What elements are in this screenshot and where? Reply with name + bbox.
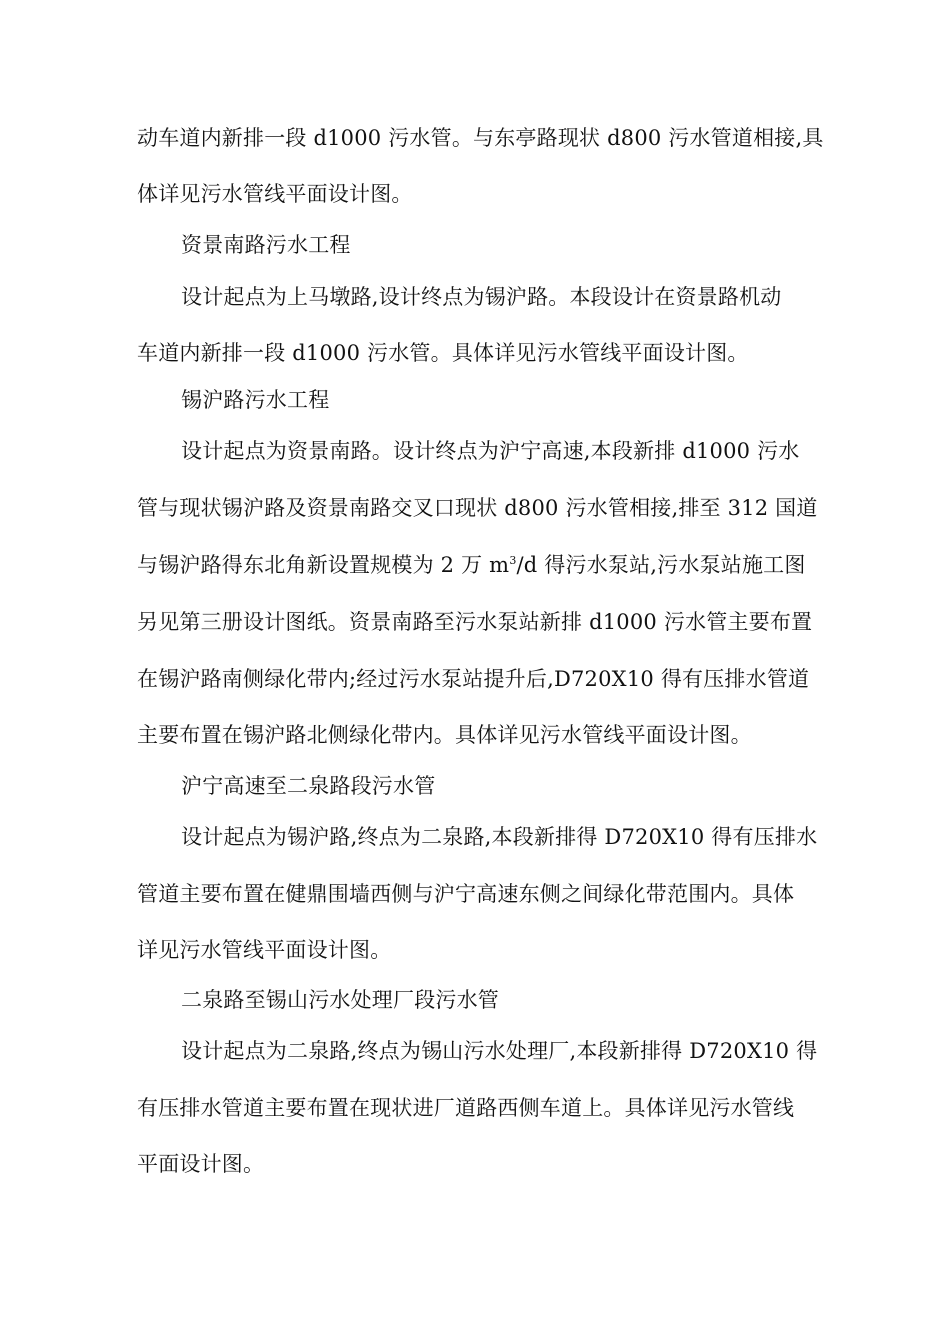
paragraph-line-3: 设计起点为锡沪路,终点为二泉路,本段新排得 D720X10 得有压排水: [181, 825, 818, 849]
section-heading-zijing-south-road: 资景南路污水工程: [181, 233, 351, 257]
text-line-5: 车道内新排一段 d1000 污水管。具体详见污水管线平面设计图。: [137, 341, 749, 365]
text-line-20: 平面设计图。: [137, 1152, 265, 1176]
paragraph-line-1: 设计起点为上马墩路,设计终点为锡沪路。本段设计在资景路机动: [181, 285, 782, 309]
section-heading-xihu-road: 锡沪路污水工程: [181, 388, 330, 412]
paragraph-line-2: 设计起点为资景南路。设计终点为沪宁高速,本段新排 d1000 污水: [181, 439, 800, 463]
text-line-2: 体详见污水管线平面设计图。: [137, 182, 413, 206]
section-heading-huning-to-erquan: 沪宁高速至二泉路段污水管: [181, 774, 436, 798]
text-line-1: 动车道内新排一段 d1000 污水管。与东亭路现状 d800 污水管道相接,具: [137, 126, 824, 150]
text-line-9-part-2: /d 得污水泵站,污水泵站施工图: [516, 553, 806, 577]
text-line-19: 有压排水管道主要布置在现状进厂道路西侧车道上。具体详见污水管线: [137, 1096, 795, 1120]
text-line-8: 管与现状锡沪路及资景南路交叉口现状 d800 污水管相接,排至 312 国道: [137, 496, 818, 520]
paragraph-line-4: 设计起点为二泉路,终点为锡山污水处理厂,本段新排得 D720X10 得: [181, 1039, 818, 1063]
section-heading-erquan-to-xishan: 二泉路至锡山污水处理厂段污水管: [181, 988, 499, 1012]
text-line-16: 详见污水管线平面设计图。: [137, 938, 392, 962]
text-line-9-part-1: 与锡沪路得东北角新设置规模为 2 万 m: [137, 553, 510, 577]
text-line-9: [137, 551, 806, 579]
text-line-15: 管道主要布置在健鼎围墙西侧与沪宁高速东侧之间绿化带范围内。具体: [137, 882, 795, 906]
text-line-12: 主要布置在锡沪路北侧绿化带内。具体详见污水管线平面设计图。: [137, 723, 752, 747]
text-line-10: 另见第三册设计图纸。资景南路至污水泵站新排 d1000 污水管主要布置: [137, 610, 813, 634]
superscript-cubic: 3: [509, 554, 517, 567]
text-line-11: 在锡沪路南侧绿化带内;经过污水泵站提升后,D720X10 得有压排水管道: [137, 667, 810, 691]
